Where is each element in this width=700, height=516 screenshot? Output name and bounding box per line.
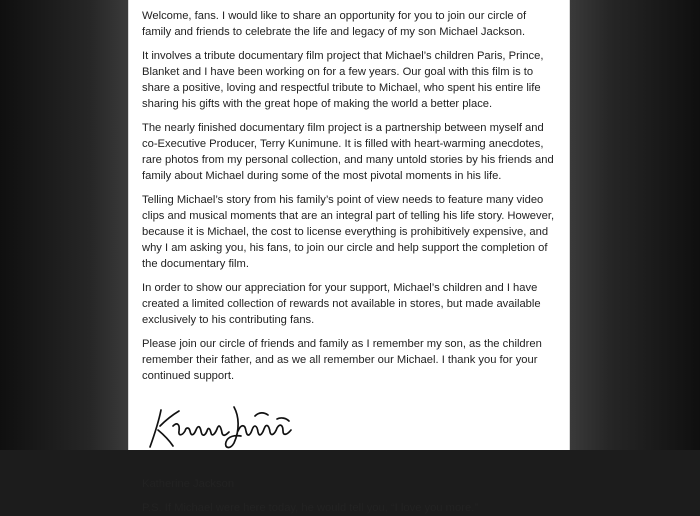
postscript: P.S. If Michael were here today, he would tell you, “I love you more.” — [142, 502, 478, 514]
signature-drawing — [146, 402, 296, 454]
signer-name: Katherine Jackson — [142, 478, 235, 490]
letter-paragraph-rewards: In order to show our appreciation for your support, Michael’s children and I have created a limited collection of rewards not available in stores, but made available exclusively to his contributing fans. — [142, 282, 541, 326]
letter-page — [128, 0, 570, 514]
letter-paragraph-licensing: Telling Michael’s story from his family’s point of view needs to feature many video clips and musical moments that are an integral part of telling his life story. However, because it is Michael, the cost to license everything is prohibitively expensive, and why I am asking you, his fans, to join our circle and help support the completion of the documentary film. — [142, 194, 555, 270]
left-background-frame — [0, 0, 128, 450]
letter-paragraph-project: It involves a tribute documentary film project that Michael’s children Paris, Prince, Blanket and I have been working on for a few years. Our goal with this film is to share a positive, loving and respectful tribute to Michael, who spent his entire life sharing his gifts with the great hope of making the world a better place. — [142, 50, 544, 110]
handwritten-signature — [146, 402, 557, 454]
letter-paragraph-partnership: The nearly finished documentary film project is a partnership between myself and co-Executive Producer, Terry Kunimune. It is filled with heart-warming anecdotes, rare photos from my personal collection, and many untold stories by his friends and family about Michael during some of the most pivotal moments in his life. — [142, 122, 554, 182]
letter-paragraph-closing: Please join our circle of friends and family as I remember my son, as the children remember their father, and as we all remember our Michael. I thank you for your continued support. — [142, 338, 542, 382]
letter-paragraph-welcome: Welcome, fans. I would like to share an opportunity for you to join our circle of family and friends to celebrate the life and legacy of my son Michael Jackson. — [142, 10, 527, 38]
right-background-frame — [570, 0, 700, 450]
